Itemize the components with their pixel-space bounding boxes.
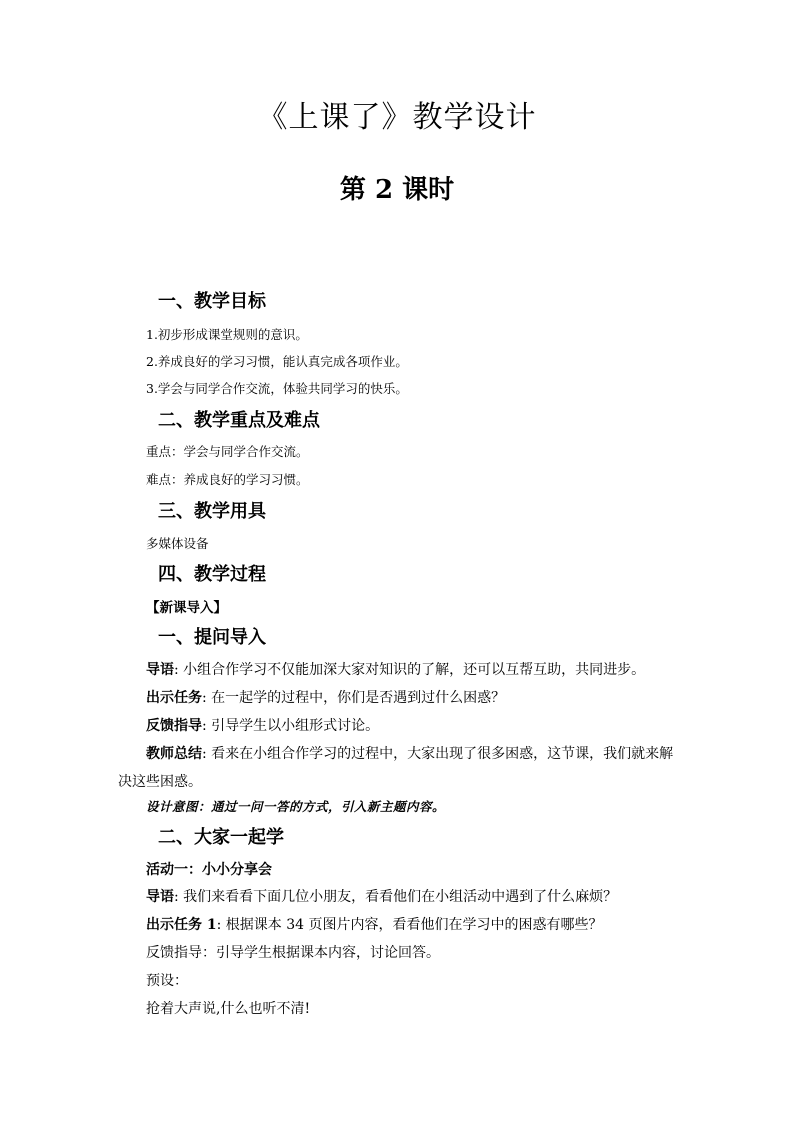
- summary-text: : 看来在小组合作学习的过程中，大家出现了很多困惑，这节课，我们就来解决这些困惑。: [118, 746, 674, 790]
- preset-label: 预设：: [146, 973, 188, 989]
- section-heading-goals: 一、教学目标: [158, 291, 266, 312]
- lesson-period: 第 2 课时: [339, 175, 455, 205]
- task-text: : 在一起学的过程中，你们是否遇到过什么困惑？: [202, 690, 506, 706]
- feedback-label: 反馈指导: [146, 718, 202, 734]
- goal-item-2: 2.养成良好的学习习惯，能认真完成各项作业。: [146, 354, 408, 369]
- task-line: [146, 687, 505, 709]
- difficulty-text: 难点：养成良好的学习习惯。: [146, 472, 309, 487]
- feedback2-line: 反馈指导：引导学生根据课本内容，讨论回答。: [146, 945, 440, 961]
- key-point-text: 重点：学会与同学合作交流。: [146, 444, 309, 459]
- subsection-heading-question: 一、提问导入: [158, 627, 266, 648]
- guide-line: [146, 659, 645, 681]
- section-heading-process: 四、教学过程: [158, 564, 266, 585]
- guide-text: : 小组合作学习不仅能加深大家对知识的了解，还可以互帮互助，共同进步。: [174, 662, 646, 678]
- guide2-line: [146, 886, 617, 908]
- new-lesson-label: 【新课导入】: [146, 600, 227, 616]
- guide2-text: : 我们来看看下面几位小朋友，看看他们在小组活动中遇到了什么麻烦？: [174, 889, 618, 905]
- goal-item-1: 1.初步形成课堂规则的意识。: [146, 327, 308, 342]
- summary-label: 教师总结: [146, 746, 202, 762]
- goal-item-3: 3.学会与同学合作交流，体验共同学习的快乐。: [146, 381, 408, 396]
- guide2-label: 导语: [146, 889, 174, 905]
- teacher-summary-paragraph: [118, 740, 678, 796]
- task2-label: 出示任务 1: [146, 917, 217, 933]
- section-heading-tools: 三、教学用具: [158, 501, 266, 522]
- task2-text: : 根据课本 34 页图片内容，看看他们在学习中的困惑有哪些？: [216, 917, 603, 933]
- subsection-heading-together: 二、大家一起学: [158, 827, 284, 848]
- feedback-text: : 引导学生以小组形式讨论。: [202, 718, 380, 734]
- task-label: 出示任务: [146, 690, 202, 706]
- guide-label: 导语: [146, 662, 174, 678]
- feedback-line: [146, 715, 379, 737]
- activity-title: 活动一：小小分享会: [146, 862, 272, 878]
- preset-item-1: 抢着大声说,什么也听不清!: [146, 1001, 311, 1017]
- task2-line: [146, 914, 603, 936]
- design-intent-note: 设计意图：通过一问一答的方式，引入新主题内容。: [146, 799, 446, 814]
- tools-text: 多媒体设备: [146, 536, 209, 551]
- document-title: 《上课了》教学设计: [257, 100, 537, 135]
- section-heading-key-points: 二、教学重点及难点: [158, 410, 320, 431]
